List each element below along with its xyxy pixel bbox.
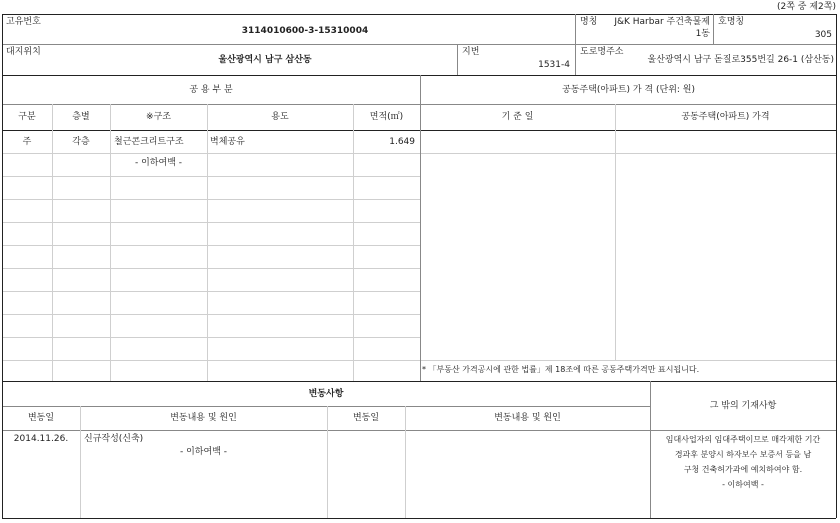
- changes-end-mark: - 이하여백 -: [180, 447, 227, 457]
- page-indicator: (2쪽 중 제2쪽): [777, 2, 836, 12]
- price-section-title: 공동주택(아파트) 가 격 (단위: 원): [562, 85, 695, 95]
- cell-area: 1.649: [389, 137, 415, 147]
- location-value: 울산광역시 남구 삼산동: [218, 55, 312, 65]
- other-notes-line-3: 구청 건축허가과에 예치하여야 함.: [683, 465, 803, 474]
- unique-no-label: 고유번호: [6, 17, 41, 27]
- col-header-change-date-2: 변동일: [352, 413, 380, 423]
- col-header-floor: 층별: [72, 112, 90, 122]
- road-address-label: 도로명주소: [580, 47, 624, 57]
- col-header-base-date: 기 준 일: [501, 112, 534, 122]
- price-note: * 「부동산 가격공시에 관한 법률」제 18조에 따른 공동주택가격만 표시됩니다.: [422, 365, 700, 374]
- col-header-change-content-1: 변동내용 및 원인: [170, 413, 237, 423]
- col-header-usage: 용도: [271, 112, 289, 122]
- other-notes-title: 그 밖의 기재사항: [709, 401, 777, 411]
- col-header-structure: ※구조: [146, 112, 171, 122]
- col-header-change-date-1: 변동일: [27, 413, 55, 423]
- other-notes-line-2: 경과후 분양시 하자보수 보증서 등을 남: [674, 450, 812, 459]
- change-date: 2014.11.26.: [13, 434, 69, 444]
- changes-section-title: 변동사항: [308, 389, 344, 399]
- cell-division: 주: [22, 137, 32, 147]
- lot-label: 지번: [462, 47, 480, 57]
- common-section-title: 공 용 부 분: [189, 85, 233, 95]
- lot-value: 1531-4: [538, 60, 570, 70]
- name-value-1: J&K Harbar 주건축물제: [614, 17, 710, 27]
- cell-floor: 각층: [72, 137, 90, 147]
- col-header-area: 면적(㎡): [369, 112, 404, 122]
- change-content: 신규작성(신축): [84, 434, 144, 444]
- unit-name-label: 호명칭: [718, 17, 745, 27]
- other-notes-line-1: 임대사업자의 임대주택이므로 매각제한 기간: [665, 435, 821, 444]
- col-header-apartment-price: 공동주택(아파트) 가격: [681, 112, 770, 122]
- name-label: 명칭: [580, 17, 598, 27]
- common-end-mark: - 이하여백 -: [135, 158, 182, 168]
- location-label: 대지위치: [6, 47, 41, 57]
- cell-structure: 철근콘크리트구조: [114, 137, 184, 147]
- col-header-change-content-2: 변동내용 및 원인: [494, 413, 561, 423]
- col-header-division: 구분: [18, 112, 36, 122]
- unique-no-value: 3114010600-3-15310004: [241, 26, 369, 36]
- cell-usage: 벽체공유: [210, 137, 245, 147]
- unit-name-value: 305: [814, 30, 832, 40]
- other-notes-end-mark: - 이하여백 -: [722, 480, 764, 489]
- road-address-value: 울산광역시 남구 돋질로355번길 26-1 (삼산동): [647, 55, 834, 65]
- name-value-2: 1동: [695, 29, 710, 39]
